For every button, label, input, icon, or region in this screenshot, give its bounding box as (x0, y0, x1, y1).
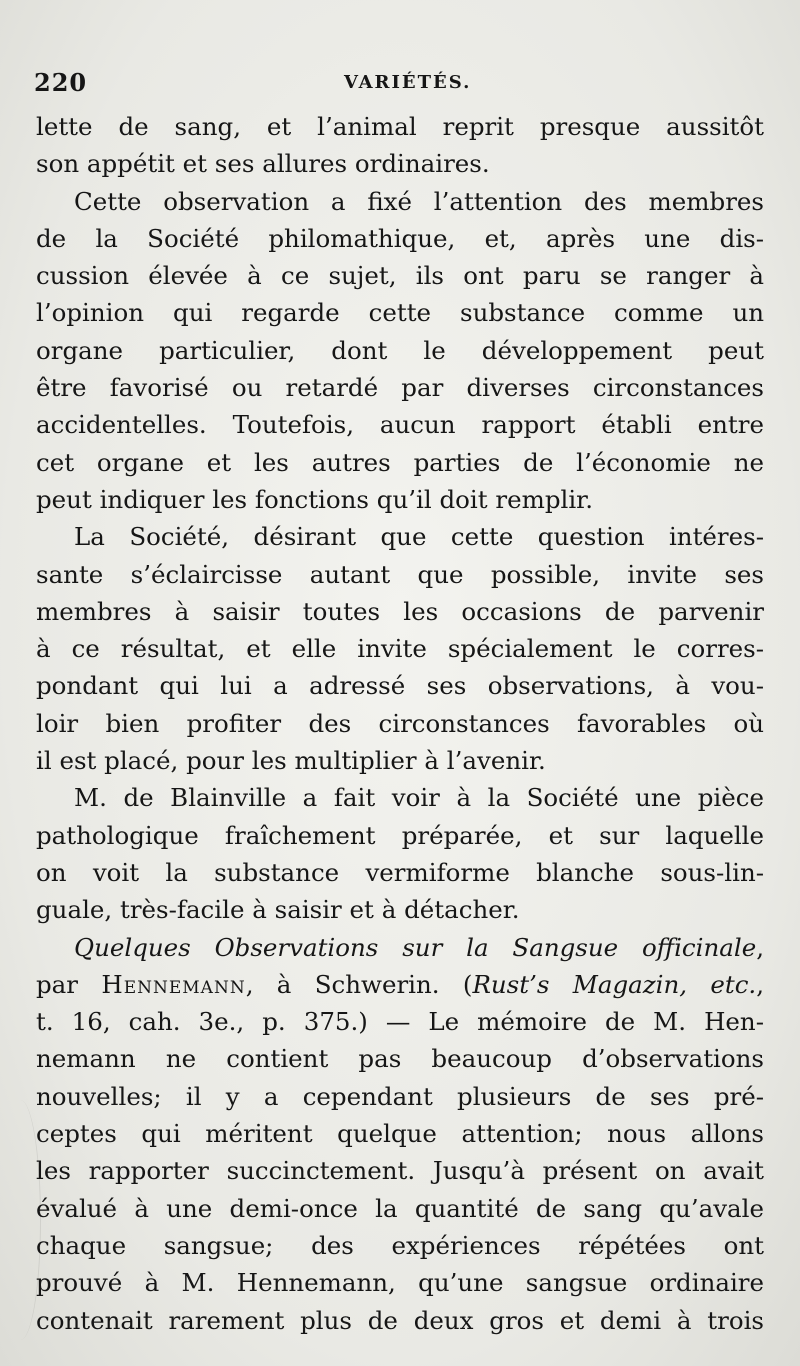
paragraph-lines (36, 108, 764, 929)
text-line: son appétit et ses allures ordinaires. (36, 149, 490, 179)
text-line: cussion élevée à ce sujet, ils ont paru se ranger à (36, 261, 764, 291)
article-reference: t. 16, cah. 3e., p. 375.) — Le mémoire de M. Hen- (36, 1007, 764, 1037)
text-line: Cette observation a fixé l’attention des membres (74, 186, 764, 216)
text-line: M. de Blainville a fait voir à la Société une pièce (74, 783, 764, 813)
article-place: , à Schwerin. ( (245, 969, 473, 999)
text-line: ceptes qui méritent quelque attention; nous allons (36, 1119, 764, 1149)
article-text-lines (36, 1040, 764, 1338)
article-title: Quelques Observations sur la Sangsue officinale (74, 932, 757, 962)
article-reference-line (36, 1003, 764, 1040)
running-head: VARIÉTÉS. (344, 72, 472, 93)
text-line: prouvé à M. Hennemann, qu’une sangsue ordinaire (36, 1268, 764, 1298)
text-line: loir bien profiter des circonstances favorables où (36, 708, 764, 738)
article-author-line (36, 966, 764, 1003)
text-line: guale, très-facile à saisir et à détacher. (36, 895, 520, 925)
text-line: les rapporter succinctement. Jusqu’à présent on avait (36, 1156, 764, 1186)
text-line: de la Société philomathique, et, après une dis- (36, 223, 764, 253)
text-line: contenait rarement plus de deux gros et demi à trois (36, 1305, 764, 1335)
text-line: on voit la substance vermiforme blanche sous-lin- (36, 857, 764, 887)
text-line: cet organe et les autres parties de l’économie ne (36, 447, 764, 477)
text-line: La Société, désirant que cette question intéres- (74, 522, 764, 552)
page-number: 220 (34, 68, 88, 97)
article-title-separator: , (756, 932, 764, 962)
text-line: à ce résultat, et elle invite spécialement le corres- (36, 634, 764, 664)
text-line: lette de sang, et l’animal reprit presque aussitôt (36, 112, 764, 141)
text-line: il est placé, pour les multiplier à l’avenir. (36, 746, 546, 776)
page-edge-shadow (0, 1100, 41, 1340)
text-line: membres à saisir toutes les occasions de parvenir (36, 596, 764, 626)
text-line: accidentelles. Toutefois, aucun rapport établi entre (36, 410, 764, 440)
article-title-line (36, 929, 764, 966)
text-line: nouvelles; il y a cependant plusieurs de ses pré- (36, 1081, 764, 1111)
text-line: pondant qui lui a adressé ses observations, à vou- (36, 671, 764, 701)
text-line: chaque sangsue; des expériences répétées ont (36, 1230, 764, 1260)
text-line: peut indiquer les fonctions qu’il doit remplir. (36, 484, 593, 514)
article-by: par (36, 969, 79, 999)
text-line: nemann ne contient pas beaucoup d’observations (36, 1044, 764, 1074)
body-text (36, 108, 764, 1339)
text-line: évalué à une demi-once la quantité de sang qu’avale (36, 1193, 764, 1223)
text-line: pathologique fraîchement préparée, et sur laquelle (36, 820, 764, 850)
text-line: l’opinion qui regarde cette substance comme un (36, 298, 764, 328)
article-source: Rust’s Magazin, etc. (472, 969, 757, 999)
text-line: sante s’éclaircisse autant que possible, invite ses (36, 559, 764, 589)
text-line: organe particulier, dont le développement peut (36, 335, 764, 365)
article-author: Hennemann (101, 969, 246, 999)
text-line: être favorisé ou retardé par diverses circonstances (36, 373, 764, 403)
page-header (34, 68, 764, 108)
article-source-separator: , (756, 969, 764, 999)
